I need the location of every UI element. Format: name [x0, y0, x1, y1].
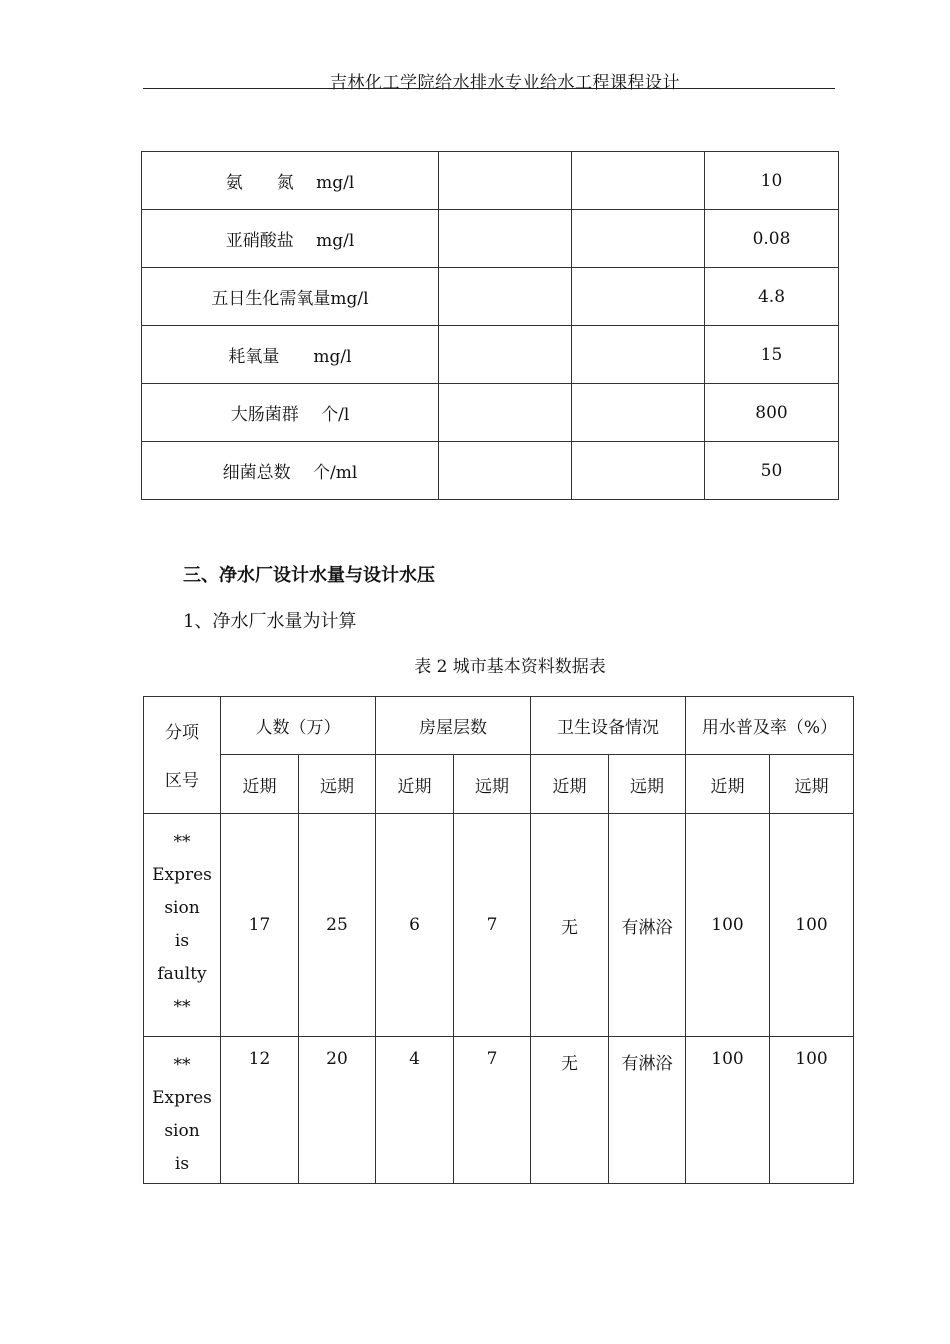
subheader-cell: 远期: [299, 755, 376, 814]
subheader-cell: 远期: [609, 755, 686, 814]
data-cell: 有淋浴: [609, 1037, 686, 1184]
group-header-floors: 房屋层数: [376, 697, 531, 755]
value-cell: 800: [705, 384, 839, 442]
data-cell: 17: [221, 814, 299, 1037]
item-cell: 大肠菌群 个/l: [142, 384, 439, 442]
empty-cell: [572, 384, 705, 442]
data-cell: 6: [376, 814, 454, 1037]
area-line: **: [173, 997, 191, 1017]
item-cell: 耗氧量 mg/l: [142, 326, 439, 384]
table-row: [142, 442, 839, 500]
corner-header-top: 分项: [165, 723, 199, 743]
area-line: **: [173, 1055, 191, 1075]
empty-cell: [439, 442, 572, 500]
empty-cell: [572, 442, 705, 500]
empty-cell: [439, 268, 572, 326]
data-cell: 4: [376, 1037, 454, 1184]
area-line: is: [174, 1154, 190, 1174]
empty-cell: [439, 384, 572, 442]
area-line: faulty: [157, 964, 207, 984]
empty-cell: [572, 268, 705, 326]
data-cell: 7: [454, 814, 531, 1037]
data-cell: 25: [299, 814, 376, 1037]
data-cell: 有淋浴: [609, 814, 686, 1037]
table-row: [142, 326, 839, 384]
value-cell: 15: [705, 326, 839, 384]
subheader-cell: 远期: [454, 755, 531, 814]
group-header-coverage: 用水普及率（%）: [686, 697, 854, 755]
data-cell: 7: [454, 1037, 531, 1184]
area-line: sion: [164, 1121, 200, 1141]
table-row: [144, 814, 854, 1037]
empty-cell: [572, 210, 705, 268]
table-row: [142, 268, 839, 326]
area-line: **: [173, 832, 191, 852]
table-row: [142, 210, 839, 268]
city-basic-data-table: [143, 696, 854, 1184]
data-cell: 无: [531, 814, 609, 1037]
page-header-title: 吉林化工学院给水排水专业给水工程课程设计: [330, 73, 680, 93]
value-cell: 10: [705, 152, 839, 210]
empty-cell: [439, 152, 572, 210]
empty-cell: [572, 326, 705, 384]
data-cell: 20: [299, 1037, 376, 1184]
data-cell: 12: [221, 1037, 299, 1184]
table-header-row: [144, 697, 854, 755]
data-cell: 100: [686, 814, 770, 1037]
area-cell: [144, 1037, 221, 1184]
area-line: is: [174, 931, 190, 951]
area-cell: [144, 814, 221, 1037]
data-cell: 100: [770, 814, 854, 1037]
subheader-cell: 近期: [221, 755, 299, 814]
table-caption: 表 2 城市基本资料数据表: [414, 657, 606, 677]
empty-cell: [572, 152, 705, 210]
table-row: [142, 384, 839, 442]
area-line: Expres: [152, 1088, 212, 1108]
area-line: sion: [164, 898, 200, 918]
value-cell: 0.08: [705, 210, 839, 268]
area-line: Expres: [152, 865, 212, 885]
empty-cell: [439, 326, 572, 384]
value-cell: 50: [705, 442, 839, 500]
item-cell: 氨 氮 mg/l: [142, 152, 439, 210]
subheader-cell: 近期: [686, 755, 770, 814]
item-cell: 五日生化需氧量mg/l: [142, 268, 439, 326]
section-heading: 三、净水厂设计水量与设计水压: [183, 565, 435, 586]
item-cell: 亚硝酸盐 mg/l: [142, 210, 439, 268]
corner-header-cell: [144, 697, 221, 814]
corner-header-bottom: 区号: [165, 771, 199, 791]
item-cell: 细菌总数 个/ml: [142, 442, 439, 500]
section-subheading: 1、净水厂水量为计算: [183, 611, 357, 632]
empty-cell: [439, 210, 572, 268]
subheader-cell: 近期: [376, 755, 454, 814]
water-quality-table: [141, 151, 839, 500]
table-row: [142, 152, 839, 210]
value-cell: 4.8: [705, 268, 839, 326]
group-header-sanitation: 卫生设备情况: [531, 697, 686, 755]
table-subheader-row: [144, 755, 854, 814]
header-divider: [143, 88, 835, 89]
table-row: [144, 1037, 854, 1184]
data-cell: 无: [531, 1037, 609, 1184]
data-cell: 100: [686, 1037, 770, 1184]
subheader-cell: 近期: [531, 755, 609, 814]
group-header-population: 人数（万）: [221, 697, 376, 755]
data-cell: 100: [770, 1037, 854, 1184]
subheader-cell: 远期: [770, 755, 854, 814]
